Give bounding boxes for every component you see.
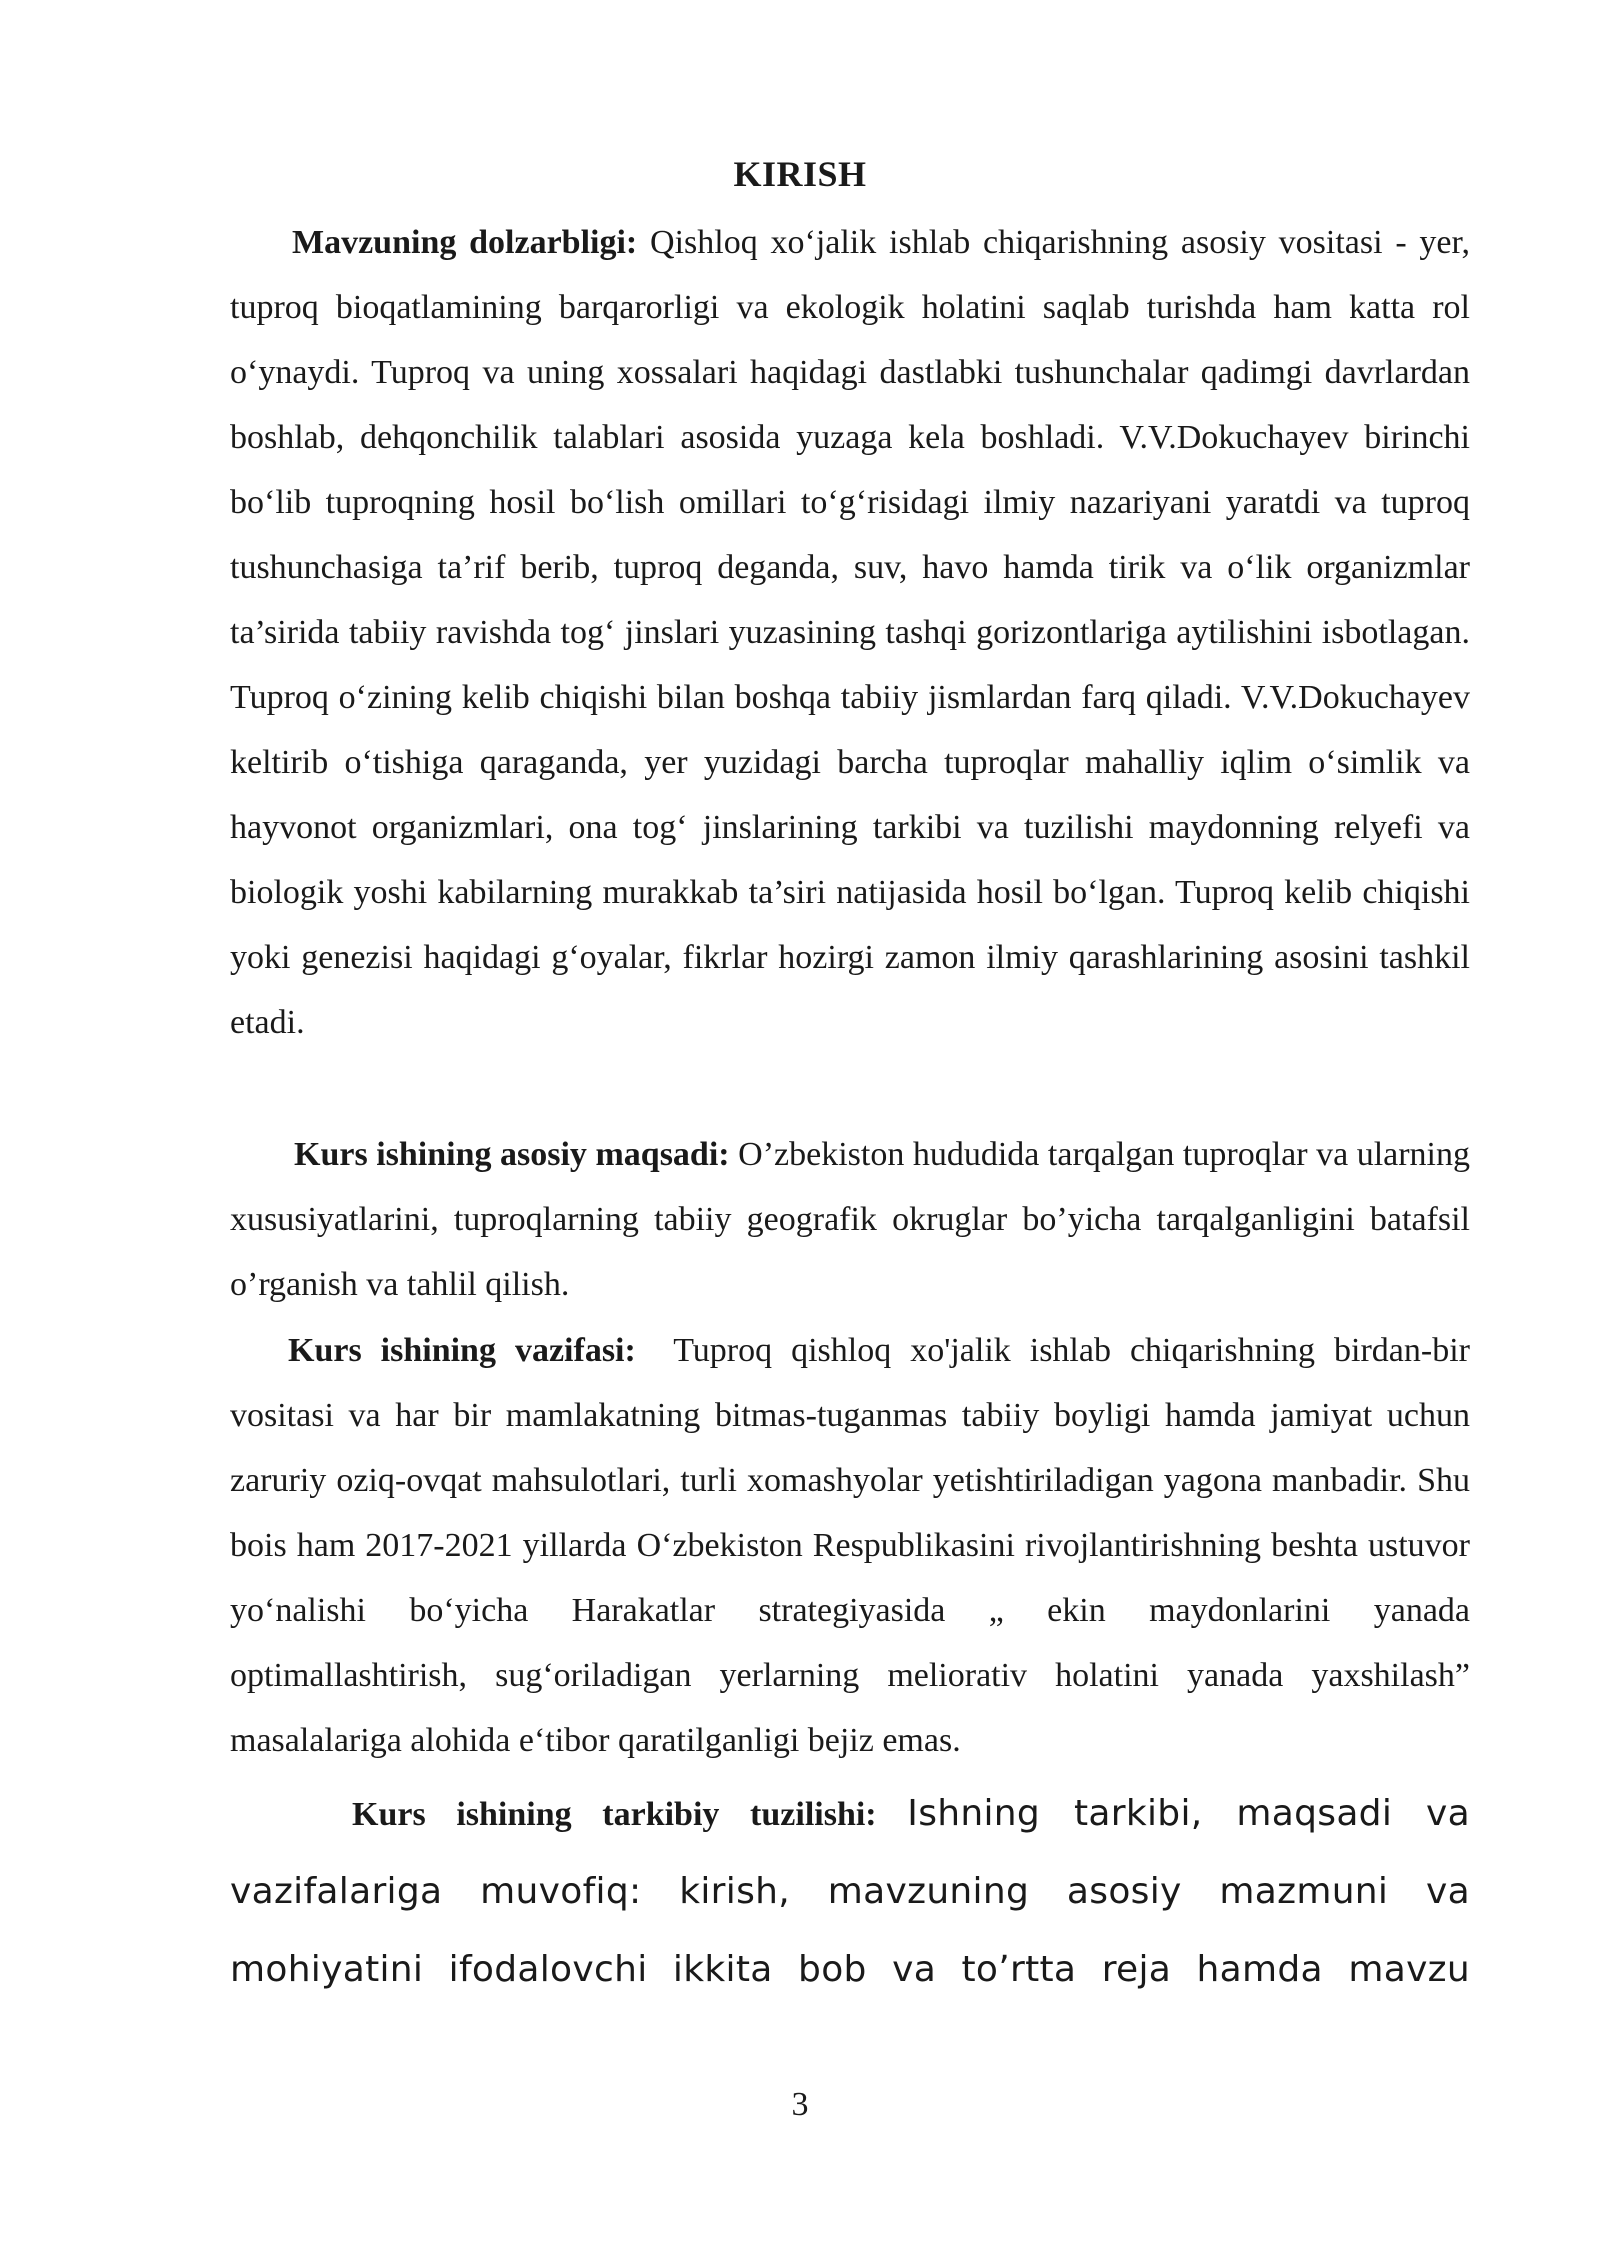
paragraph-text: O’zbekiston hududida tarqalgan tuproqlar va ularning xususiyatlarini, tuproqlarning tabiiy geografik okruglar bo’yicha tarqalganligini batafsil o’rganish va tahlil qilish. xyxy=(230,1136,1471,1303)
paragraph-relevance xyxy=(230,210,1470,1055)
page-title: KIRISH xyxy=(733,154,867,194)
paragraph-heading: Kurs ishining tarkibiy tuzilishi: xyxy=(352,1796,877,1833)
paragraph-goal xyxy=(230,1122,1470,1317)
page-number: 3 xyxy=(791,2086,809,2123)
paragraph-heading: Kurs ishining vazifasi: xyxy=(288,1332,636,1369)
paragraph-text: Ishning tarkibi, maqsadi va vazifalariga muvofiq: kirish, mavzuning asosiy mazmuni va mohiyatini ifodalovchi ikkita bob va to’rtta reja hamda mavzu xyxy=(230,1793,1471,1990)
paragraph-text: Tuproq qishloq xo'jalik ishlab chiqarishning birdan-bir vositasi va har bir mamlakatning bitmas-tuganmas tabiiy boyligi hamda jamiyat uchun zaruriy oziq-ovqat mahsulotlari, turli xomashyolar yetishtiriladigan yagona manbadir. Shu bois ham 2017-2021 yillarda O‘zbekiston Respublikasini rivojlantirishning beshta ustuvor yo‘nalishi bo‘yicha Harakatlar strategiyasida „ ekin maydonlarini yanada optimallashtirish, sug‘oriladigan yerlarning meliorativ holatini yanada yaxshilash” masalalariga alohida e‘tibor qaratilganligi bejiz emas. xyxy=(230,1332,1470,1759)
paragraph-structure xyxy=(230,1775,1470,2009)
paragraph-heading: Kurs ishining asosiy maqsadi: xyxy=(294,1136,730,1173)
paragraph-task xyxy=(230,1318,1470,1773)
paragraph-heading: Mavzuning dolzarbligi: xyxy=(292,224,638,261)
paragraph-text: Qishloq xo‘jalik ishlab chiqarishning asosiy vositasi - yer, tuproq bioqatlamining barqarorligi va ekologik holatini saqlab turishda ham katta rol o‘ynaydi. Tuproq va uning xossalari haqidagi dastlabki tushunchalar qadimgi davrlardan boshlab, dehqonchilik talablari asosida yuzaga kela boshladi. V.V.Dokuchayev birinchi bo‘lib tuproqning hosil bo‘lish omillari to‘g‘risidagi ilmiy nazariyani yaratdi va tuproq tushunchasiga ta’rif berib, tuproq deganda, suv, havo hamda tirik va o‘lik organizmlar ta’sirida tabiiy ravishda tog‘ jinslari yuzasining tashqi gorizontlariga aytilishini isbotlagan. Tuproq o‘zining kelib chiqishi bilan boshqa tabiiy jismlardan farq qiladi. V.V.Dokuchayev keltirib o‘tishiga qaraganda, yer yuzidagi barcha tuproqlar mahalliy iqlim o‘simlik va hayvonot organizmlari, ona tog‘ jinslarining tarkibi va tuzilishi maydonning relyefi va biologik yoshi kabilarning murakkab ta’siri natijasida hosil bo‘lgan. Tuproq kelib chiqishi yoki genezisi haqidagi g‘oyalar, fikrlar hozirgi zamon ilmiy qarashlarining asosini tashkil etadi. xyxy=(230,224,1470,1041)
